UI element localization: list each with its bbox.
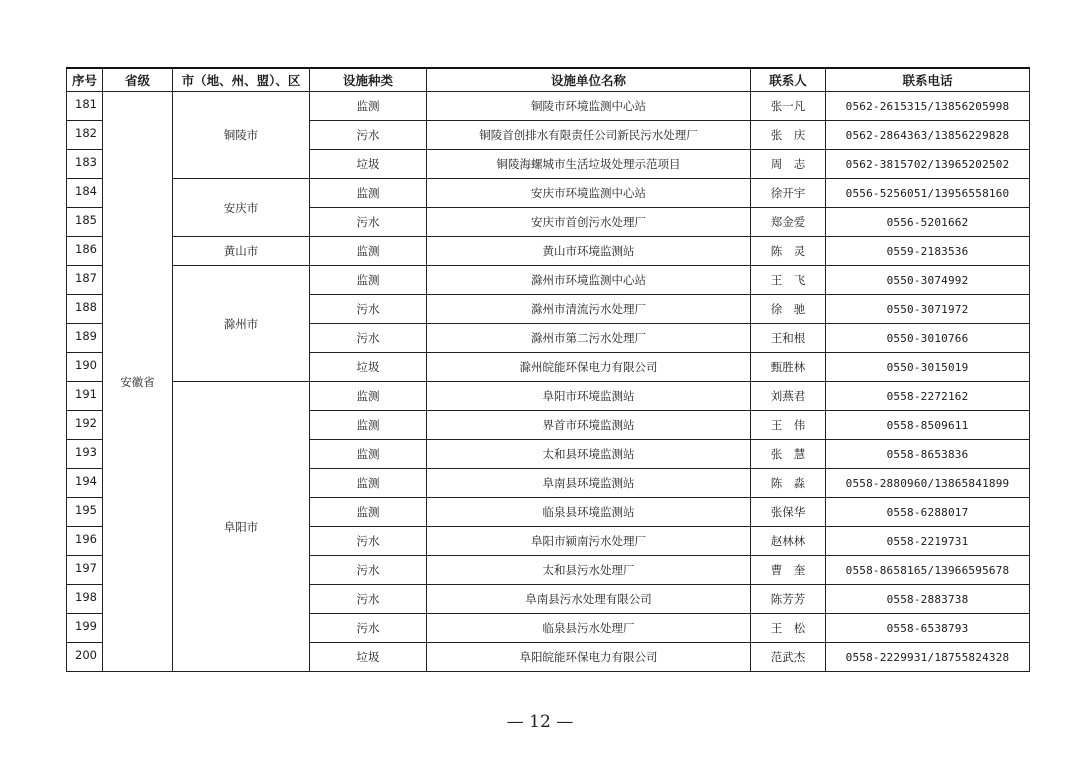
- facility-type-cell: 污水: [310, 121, 427, 150]
- contact-cell: 范武杰: [751, 643, 826, 672]
- facility-type-cell: 监测: [310, 382, 427, 411]
- facility-unit-cell: 界首市环境监测站: [427, 411, 751, 440]
- facility-unit-cell: 临泉县污水处理厂: [427, 614, 751, 643]
- phone-cell: 0550-3074992: [826, 266, 1030, 295]
- phone-cell: 0556-5201662: [826, 208, 1030, 237]
- seq-cell: 187: [67, 266, 103, 295]
- table-body: [67, 92, 1030, 672]
- facility-unit-cell: 滁州市环境监测中心站: [427, 266, 751, 295]
- phone-cell: 0558-8653836: [826, 440, 1030, 469]
- province-cell: 安徽省: [103, 92, 173, 672]
- table-row: [67, 266, 1030, 295]
- facility-unit-cell: 滁州市清流污水处理厂: [427, 295, 751, 324]
- contact-cell: 王 飞: [751, 266, 826, 295]
- facility-unit-cell: 滁州市第二污水处理厂: [427, 324, 751, 353]
- seq-cell: 193: [67, 440, 103, 469]
- facility-type-cell: 监测: [310, 469, 427, 498]
- phone-cell: 0558-2880960/13865841899: [826, 469, 1030, 498]
- facility-table-container: [66, 67, 1029, 672]
- seq-cell: 189: [67, 324, 103, 353]
- contact-cell: 刘燕君: [751, 382, 826, 411]
- seq-cell: 192: [67, 411, 103, 440]
- seq-cell: 185: [67, 208, 103, 237]
- table-row: [67, 382, 1030, 411]
- facility-unit-cell: 太和县污水处理厂: [427, 556, 751, 585]
- phone-cell: 0558-2883738: [826, 585, 1030, 614]
- facility-type-cell: 污水: [310, 614, 427, 643]
- seq-cell: 196: [67, 527, 103, 556]
- seq-cell: 181: [67, 92, 103, 121]
- column-header: 市（地、州、盟）、区: [173, 68, 310, 92]
- facility-unit-cell: 阜阳市环境监测站: [427, 382, 751, 411]
- contact-cell: 王和根: [751, 324, 826, 353]
- city-cell: 滁州市: [173, 266, 310, 382]
- seq-cell: 190: [67, 353, 103, 382]
- facility-type-cell: 监测: [310, 411, 427, 440]
- contact-cell: 徐开宇: [751, 179, 826, 208]
- contact-cell: 徐 驰: [751, 295, 826, 324]
- contact-cell: 陈 淼: [751, 469, 826, 498]
- seq-cell: 194: [67, 469, 103, 498]
- phone-cell: 0558-6538793: [826, 614, 1030, 643]
- page-number: — 12 —: [506, 712, 574, 732]
- phone-cell: 0558-8658165/13966595678: [826, 556, 1030, 585]
- column-header: 序号: [67, 68, 103, 92]
- contact-cell: 陈 灵: [751, 237, 826, 266]
- contact-cell: 张保华: [751, 498, 826, 527]
- table-row: [67, 92, 1030, 121]
- table-row: [67, 179, 1030, 208]
- facility-unit-cell: 安庆市首创污水处理厂: [427, 208, 751, 237]
- facility-table: [66, 67, 1030, 672]
- contact-cell: 周 志: [751, 150, 826, 179]
- seq-cell: 195: [67, 498, 103, 527]
- city-cell: 铜陵市: [173, 92, 310, 179]
- city-cell: 黄山市: [173, 237, 310, 266]
- facility-unit-cell: 黄山市环境监测站: [427, 237, 751, 266]
- facility-type-cell: 垃圾: [310, 643, 427, 672]
- contact-cell: 赵林林: [751, 527, 826, 556]
- phone-cell: 0562-2615315/13856205998: [826, 92, 1030, 121]
- facility-type-cell: 监测: [310, 92, 427, 121]
- phone-cell: 0558-8509611: [826, 411, 1030, 440]
- phone-cell: 0562-3815702/13965202502: [826, 150, 1030, 179]
- facility-unit-cell: 安庆市环境监测中心站: [427, 179, 751, 208]
- facility-type-cell: 监测: [310, 440, 427, 469]
- phone-cell: 0550-3071972: [826, 295, 1030, 324]
- contact-cell: 王 伟: [751, 411, 826, 440]
- table-row: [67, 237, 1030, 266]
- contact-cell: 陈芳芳: [751, 585, 826, 614]
- city-cell: 阜阳市: [173, 382, 310, 672]
- facility-unit-cell: 阜南县环境监测站: [427, 469, 751, 498]
- column-header: 联系电话: [826, 68, 1030, 92]
- facility-type-cell: 污水: [310, 324, 427, 353]
- seq-cell: 200: [67, 643, 103, 672]
- contact-cell: 张 慧: [751, 440, 826, 469]
- facility-type-cell: 污水: [310, 585, 427, 614]
- facility-unit-cell: 铜陵市环境监测中心站: [427, 92, 751, 121]
- phone-cell: 0558-6288017: [826, 498, 1030, 527]
- seq-cell: 184: [67, 179, 103, 208]
- seq-cell: 199: [67, 614, 103, 643]
- phone-cell: 0558-2219731: [826, 527, 1030, 556]
- contact-cell: 甄胜林: [751, 353, 826, 382]
- phone-cell: 0558-2229931/18755824328: [826, 643, 1030, 672]
- seq-cell: 182: [67, 121, 103, 150]
- seq-cell: 191: [67, 382, 103, 411]
- column-header: 设施单位名称: [427, 68, 751, 92]
- contact-cell: 郑金爱: [751, 208, 826, 237]
- facility-type-cell: 污水: [310, 295, 427, 324]
- column-header: 联系人: [751, 68, 826, 92]
- facility-type-cell: 监测: [310, 179, 427, 208]
- facility-type-cell: 污水: [310, 527, 427, 556]
- seq-cell: 188: [67, 295, 103, 324]
- facility-unit-cell: 太和县环境监测站: [427, 440, 751, 469]
- city-cell: 安庆市: [173, 179, 310, 237]
- facility-type-cell: 污水: [310, 208, 427, 237]
- phone-cell: 0550-3015019: [826, 353, 1030, 382]
- facility-unit-cell: 滁州皖能环保电力有限公司: [427, 353, 751, 382]
- seq-cell: 183: [67, 150, 103, 179]
- facility-type-cell: 垃圾: [310, 353, 427, 382]
- contact-cell: 王 松: [751, 614, 826, 643]
- facility-type-cell: 监测: [310, 498, 427, 527]
- facility-unit-cell: 阜阳皖能环保电力有限公司: [427, 643, 751, 672]
- contact-cell: 张 庆: [751, 121, 826, 150]
- phone-cell: 0559-2183536: [826, 237, 1030, 266]
- column-header: 省级: [103, 68, 173, 92]
- facility-type-cell: 垃圾: [310, 150, 427, 179]
- facility-unit-cell: 阜南县污水处理有限公司: [427, 585, 751, 614]
- seq-cell: 198: [67, 585, 103, 614]
- contact-cell: 张一凡: [751, 92, 826, 121]
- contact-cell: 曹 奎: [751, 556, 826, 585]
- facility-unit-cell: 临泉县环境监测站: [427, 498, 751, 527]
- phone-cell: 0556-5256051/13956558160: [826, 179, 1030, 208]
- column-header: 设施种类: [310, 68, 427, 92]
- facility-unit-cell: 阜阳市颍南污水处理厂: [427, 527, 751, 556]
- facility-type-cell: 监测: [310, 266, 427, 295]
- facility-unit-cell: 铜陵首创排水有限责任公司新民污水处理厂: [427, 121, 751, 150]
- seq-cell: 197: [67, 556, 103, 585]
- seq-cell: 186: [67, 237, 103, 266]
- facility-type-cell: 监测: [310, 237, 427, 266]
- phone-cell: 0550-3010766: [826, 324, 1030, 353]
- facility-type-cell: 污水: [310, 556, 427, 585]
- table-header-row: [67, 68, 1030, 92]
- phone-cell: 0558-2272162: [826, 382, 1030, 411]
- phone-cell: 0562-2864363/13856229828: [826, 121, 1030, 150]
- facility-unit-cell: 铜陵海螺城市生活垃圾处理示范项目: [427, 150, 751, 179]
